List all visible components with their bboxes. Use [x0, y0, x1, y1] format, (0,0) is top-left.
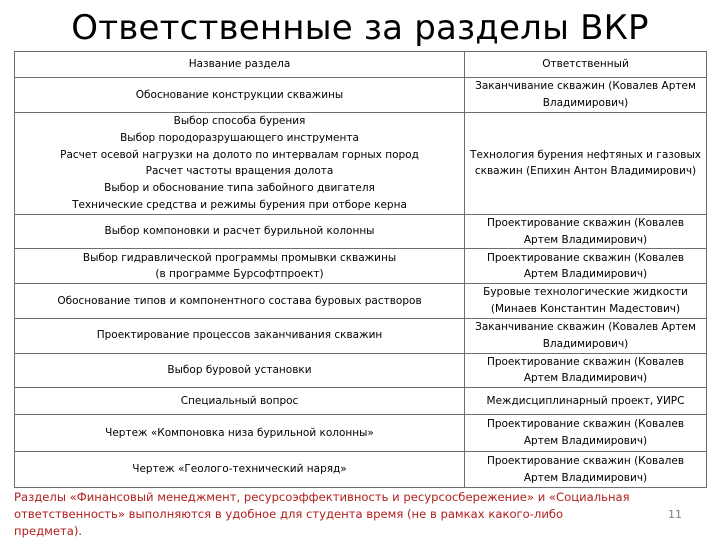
section-cell [15, 318, 465, 353]
responsible-cell: Буровые технологические жидкости (Минаев Константин Мадестович) [465, 284, 707, 319]
table-row [15, 249, 707, 284]
section-line: Обоснование конструкции скважины [135, 88, 344, 101]
table-row [15, 452, 707, 488]
responsible-cell: Проектирование скважин (Ковалев Артем Владимирович) [465, 353, 707, 388]
section-line: (в программе Бурсофтпроект) [155, 268, 324, 281]
table-row [15, 415, 707, 452]
section-line: Выбор породоразрушающего инструмента [120, 131, 359, 144]
table-row [15, 388, 707, 415]
responsible-cell: Заканчивание скважин (Ковалев Артем Владимирович) [465, 78, 707, 113]
section-line: Чертеж «Компоновка низа бурильной колонны» [105, 426, 374, 439]
responsible-cell: Проектирование скважин (Ковалев Артем Владимирович) [465, 452, 707, 488]
section-line: Проектирование процессов заканчивания скважин [96, 329, 383, 342]
responsible-cell: Проектирование скважин (Ковалев Артем Владимирович) [465, 415, 707, 452]
header-responsible: Ответственный [465, 52, 707, 78]
table-row [15, 78, 707, 113]
section-cell [15, 353, 465, 388]
responsible-cell: Междисциплинарный проект, УИРС [465, 388, 707, 415]
section-cell [15, 78, 465, 113]
section-line: Выбор компоновки и расчет бурильной колонны [104, 225, 375, 238]
responsible-cell: Проектирование скважин (Ковалев Артем Владимирович) [465, 249, 707, 284]
responsible-cell: Технология бурения нефтяных и газовых скважин (Епихин Антон Владимирович) [465, 113, 707, 215]
table-row [15, 214, 707, 249]
section-line: Выбор буровой установки [167, 363, 312, 376]
table-row [15, 318, 707, 353]
section-cell [15, 249, 465, 284]
section-cell [15, 284, 465, 319]
table-header-row [15, 52, 707, 78]
section-line: Выбор гидравлической программы промывки скважины [82, 251, 397, 264]
section-line: Специальный вопрос [180, 394, 299, 407]
section-cell [15, 388, 465, 415]
responsible-cell: Проектирование скважин (Ковалев Артем Владимирович) [465, 214, 707, 249]
section-cell [15, 415, 465, 452]
section-cell [15, 113, 465, 215]
section-cell [15, 452, 465, 488]
section-line: Технические средства и режимы бурения при отборе керна [72, 198, 407, 211]
section-line: Выбор и обоснование типа забойного двигателя [104, 182, 375, 195]
table-row [15, 353, 707, 388]
header-section-name: Название раздела [15, 52, 465, 78]
section-line: Чертеж «Геолого-технический наряд» [132, 463, 347, 476]
section-cell [15, 214, 465, 249]
slide-title: Ответственные за разделы ВКР [71, 8, 649, 48]
page-number: 11 [668, 508, 682, 521]
responsible-cell: Заканчивание скважин (Ковалев Артем Владимирович) [465, 318, 707, 353]
section-line: Расчет частоты вращения долота [145, 165, 334, 178]
table-row [15, 113, 707, 215]
section-line: Расчет осевой нагрузки на долото по интервалам горных пород [60, 148, 419, 161]
footnote: Разделы «Финансовый менеджмент, ресурсоэффективность и ресурсосбережение» и «Социальная ответственность» выполняются в удобное для студента время (не в рамках какого-либо предмета). [14, 490, 630, 538]
section-line: Обоснование типов и компонентного состава буровых растворов [57, 294, 422, 307]
responsibility-table [14, 51, 707, 488]
section-line: Выбор способа бурения [173, 115, 306, 127]
table-row [15, 284, 707, 319]
